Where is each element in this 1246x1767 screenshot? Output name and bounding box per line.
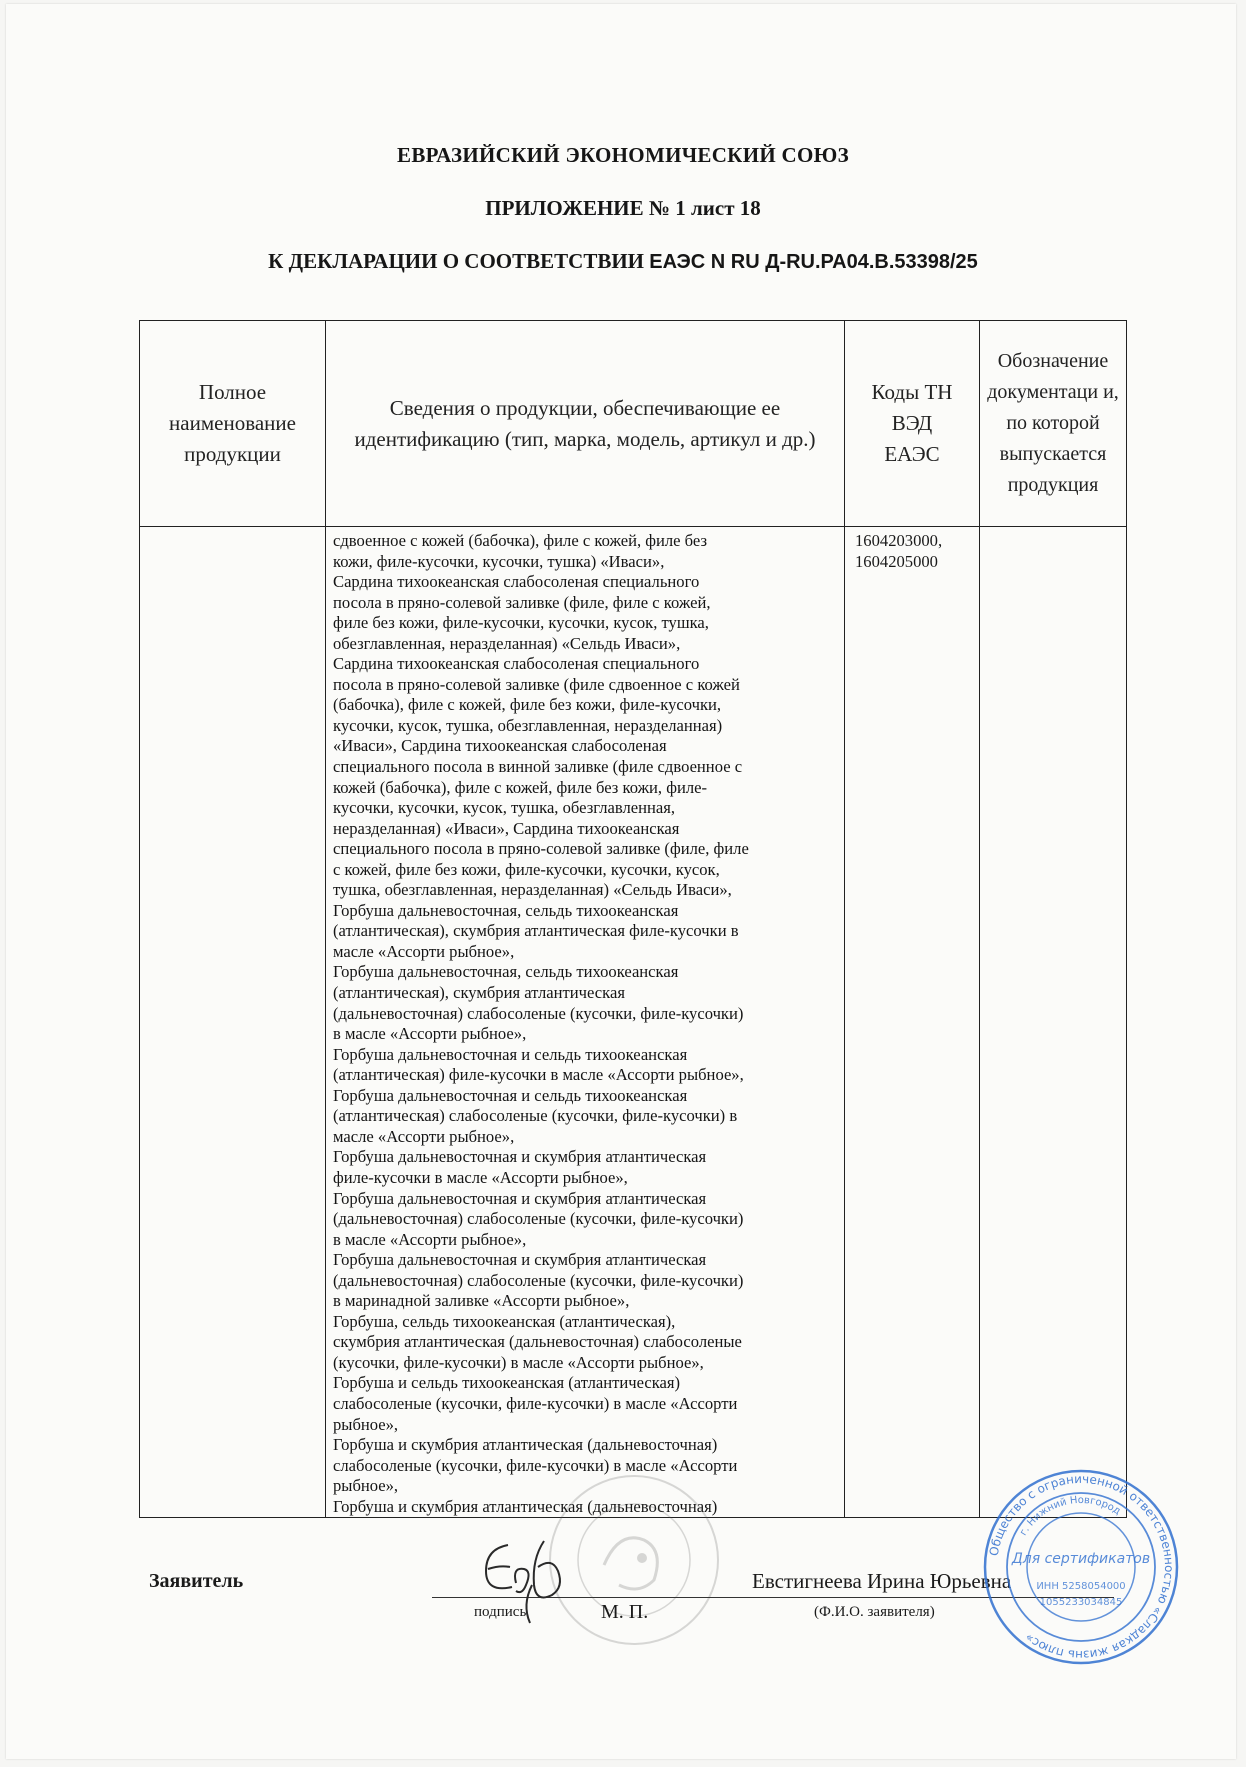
- seal-label: М. П.: [601, 1601, 649, 1623]
- header-documentation: Обозначение документаци и, по которой выпускается продукция: [980, 321, 1127, 527]
- table-row: [140, 527, 1127, 1518]
- header-product-details: Сведения о продукции, обеспечивающие ее идентификацию (тип, марка, модель, артикул и др.): [326, 321, 845, 527]
- cell-product-name: [140, 527, 326, 1518]
- declaration-table: [139, 320, 1127, 1518]
- company-stamp: [981, 1467, 1181, 1667]
- table-header-row: [140, 321, 1127, 527]
- stamp-outer-text: Общество с ограниченной ответственностью «Сладкая жизнь плюс»: [986, 1471, 1177, 1663]
- header-product-name: Полное наименование продукции: [140, 321, 326, 527]
- header-union: ЕВРАЗИЙСКИЙ ЭКОНОМИЧЕСКИЙ СОЮЗ: [397, 143, 849, 167]
- header-appendix: ПРИЛОЖЕНИЕ № 1 лист 18: [485, 196, 761, 220]
- declaration-number: ЕАЭС N RU Д-RU.РА04.В.53398/25: [649, 251, 978, 273]
- signature-label: подпись: [474, 1604, 527, 1620]
- declaration-prefix: К ДЕКЛАРАЦИИ О СООТВЕТСТВИИ: [268, 249, 650, 273]
- stamp-inn-text: ИНН 5258054000: [1036, 1581, 1126, 1592]
- fio-label: (Ф.И.О. заявителя): [814, 1604, 935, 1620]
- cell-product-details: сдвоенное с кожей (бабочка), филе с кожей, филе без кожи, филе-кусочки, кусочки, тушка) «Иваси», Сардина тихоокеанская слабосоленая специального посола в пряно-солевой заливке (филе, филе с кожей, филе без кожи, филе-кусочки, кусочки, кусок, тушка, обезглавленная, неразделанная) «Сельдь Иваси», Сардина тихоокеанская слабосоленая специального посола в пряно-солевой заливке (филе сдвоенное с кожей (бабочка), филе с кожей, филе без кожи, филе-кусочки, кусочки, кусок, тушка, обезглавленная, неразделанная) «Иваси», Сардина тихоокеанская слабосоленая специального посола в винной заливке (филе сдвоенное с кожей (бабочка), филе с кожей, филе без кожи, филе- кусочки, кусочки, кусок, тушка, обезглавленная, неразделанная) «Иваси», Сардина тихоокеанская специального посола в пряно-солевой заливке (филе, филе с кожей, филе без кожи, филе-кусочки, кусочки, кусок, тушка, обезглавленная, неразделанная) «Сельдь Иваси», Горбуша дальневосточная, сельдь тихоокеанская (атлантическая), скумбрия атлантическая филе-кусочки в масле «Ассорти рыбное», Горбуша дальневосточная, сельдь тихоокеанская (атлантическая), скумбрия атлантическая (дальневосточная) слабосоленые (кусочки, филе-кусочки) в масле «Ассорти рыбное», Горбуша дальневосточная и сельдь тихоокеанская (атлантическая) филе-кусочки в масле «Ассорти рыбное», Горбуша дальневосточная и сельдь тихоокеанская (атлантическая) слабосоленые (кусочки, филе-кусочки) в масле «Ассорти рыбное», Горбуша дальневосточная и скумбрия атлантическая филе-кусочки в масле «Ассорти рыбное», Горбуша дальневосточная и скумбрия атлантическая (дальневосточная) слабосоленые (кусочки, филе-кусочки) в масле «Ассорти рыбное», Горбуша дальневосточная и скумбрия атлантическая (дальневосточная) слабосоленые (кусочки, филе-кусочки) в маринадной заливке «Ассорти рыбное», Горбуша, сельдь тихоокеанская (атлантическая), скумбрия атлантическая (дальневосточная) слабосоленые (кусочки, филе-кусочки) в масле «Ассорти рыбное», Горбуша и сельдь тихоокеанская (атлантическая) слабосоленые (кусочки, филе-кусочки) в масле «Ассорти рыбное», Горбуша и скумбрия атлантическая (дальневосточная) слабосоленые (кусочки, филе-кусочки) в масле «Ассорти рыбное», Горбуша и скумбрия атлантическая (дальневосточная): [326, 527, 845, 1518]
- cell-documentation: [980, 527, 1127, 1518]
- stamp-city-text: г. Нижний Новгород: [1018, 1494, 1123, 1538]
- applicant-name: Евстигнеева Ирина Юрьевна: [752, 1569, 1012, 1593]
- header-declaration: [0, 249, 1246, 274]
- stamp-inner-text: Для сертификатов: [1011, 1551, 1151, 1567]
- applicant-label: Заявитель: [149, 1570, 244, 1592]
- header-codes: Коды ТН ВЭД ЕАЭС: [845, 321, 980, 527]
- cell-codes: 1604203000, 1604205000: [845, 527, 980, 1518]
- stamp-ogrn-text: 1055233034845: [1039, 1597, 1123, 1608]
